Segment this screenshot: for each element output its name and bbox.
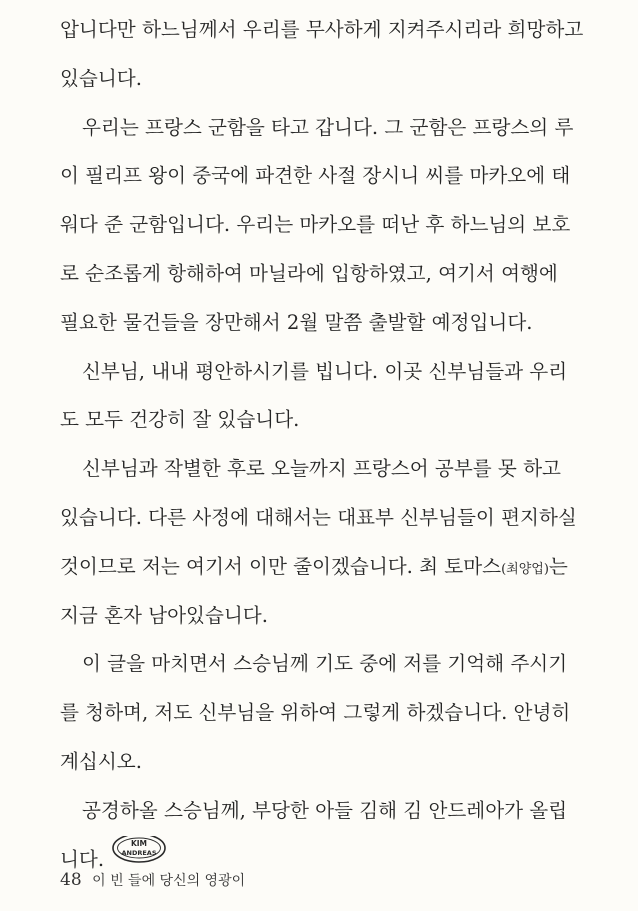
text-line: 우리는 프랑스 군함을 타고 갑니다. 그 군함은 프랑스의 루 [82, 115, 574, 139]
text-line: 이 글을 마치면서 스승님께 기도 중에 저를 기억해 주시기 [82, 652, 568, 676]
text-line: 신부님과 작별한 후로 오늘까지 프랑스어 공부를 못 하고 [82, 457, 561, 481]
text-line: 공경하올 스승님께, 부당한 아들 김해 김 안드레아가 올립 [82, 798, 568, 822]
text-line: 신부님, 내내 평안하시기를 빕니다. 이곳 신부님들과 우리 [82, 359, 568, 383]
text-segment: 니다. [60, 847, 105, 871]
text-line: 계십시오. [60, 749, 142, 773]
text-line: 를 청하며, 저도 신부님을 위하여 그렇게 하겠습니다. 안녕히 [60, 701, 571, 725]
text-line: 필요한 물건들을 장만해서 2월 말쯤 출발할 예정입니다. [60, 310, 533, 334]
svg-text:ANDREAS: ANDREAS [121, 848, 157, 857]
text-line: 로 순조롭게 항해하여 마닐라에 입항하였고, 여기서 여행에 [60, 261, 558, 285]
text-line: 워다 준 군함입니다. 우리는 마카오를 떠난 후 하느님의 보호 [60, 213, 571, 237]
text-line: 있습니다. 다른 사정에 대해서는 대표부 신부님들이 편지하실 [60, 505, 577, 529]
book-title: 이 빈 들에 당신의 영광이 [92, 873, 246, 889]
page-number: 48 [60, 870, 82, 890]
text-line [60, 543, 590, 592]
svg-text:KIM: KIM [131, 838, 148, 848]
text-line: 도 모두 건강히 잘 있습니다. [60, 408, 300, 432]
page-footer [60, 870, 245, 890]
text-line: 있습니다. [60, 66, 142, 90]
text-line: 압니다만 하느님께서 우리를 무사하게 지켜주시리라 희망하고 [60, 18, 584, 41]
letter-body [60, 6, 590, 884]
text-line: 이 필리프 왕이 중국에 파견한 사절 장시니 씨를 마카오에 태 [60, 164, 571, 188]
text-segment: 것이므로 저는 여기서 이만 줄이겠습니다. 최 토마스 [60, 554, 502, 578]
text-segment: 는 [548, 554, 568, 578]
text-line: 지금 혼자 남아있습니다. [60, 603, 268, 627]
name-annotation: (최양업) [501, 561, 549, 577]
seal-graphic [110, 836, 168, 865]
